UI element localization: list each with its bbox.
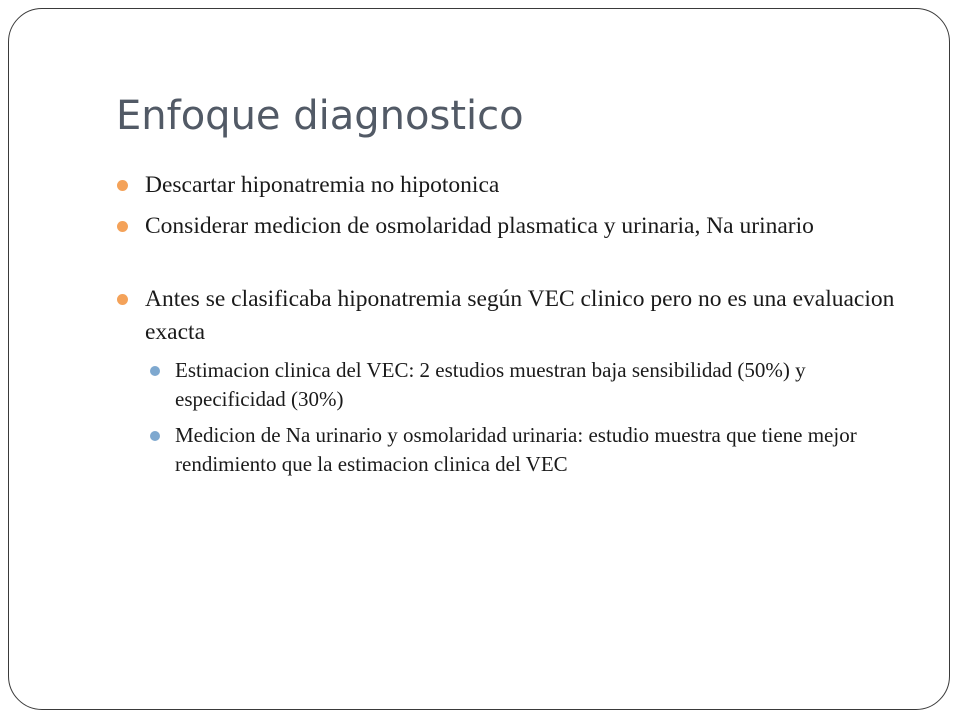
sub-bullet-text: Estimacion clinica del VEC: 2 estudios muestran baja sensibilidad (50%) y especificidad (30%) [175, 358, 806, 411]
bullet-text: Descartar hiponatremia no hipotonica [145, 172, 500, 198]
bullet-text: Considerar medicion de osmolaridad plasmatica y urinaria, Na urinario [145, 213, 814, 239]
bullet-item [117, 169, 907, 202]
bullet-item [117, 210, 907, 243]
bullet-dot-icon [117, 221, 128, 232]
slide-frame [8, 8, 950, 710]
bullet-dot-icon [117, 294, 128, 305]
bullet-item [117, 283, 907, 349]
bullet-text: Antes se clasificaba hiponatremia según VEC clinico pero no es una evaluacion exacta [145, 286, 895, 345]
sub-bullet-dot-icon [150, 366, 160, 376]
sub-bullet-item [117, 356, 907, 414]
sub-bullet-text: Medicion de Na urinario y osmolaridad urinaria: estudio muestra que tiene mejor rendimiento que la estimacion clinica del VEC [175, 423, 857, 476]
bullet-dot-icon [117, 180, 128, 191]
bullet-list [117, 169, 907, 479]
sub-bullet-item [117, 421, 907, 479]
slide-title: Enfoque diagnostico [116, 93, 524, 139]
sub-bullet-dot-icon [150, 431, 160, 441]
